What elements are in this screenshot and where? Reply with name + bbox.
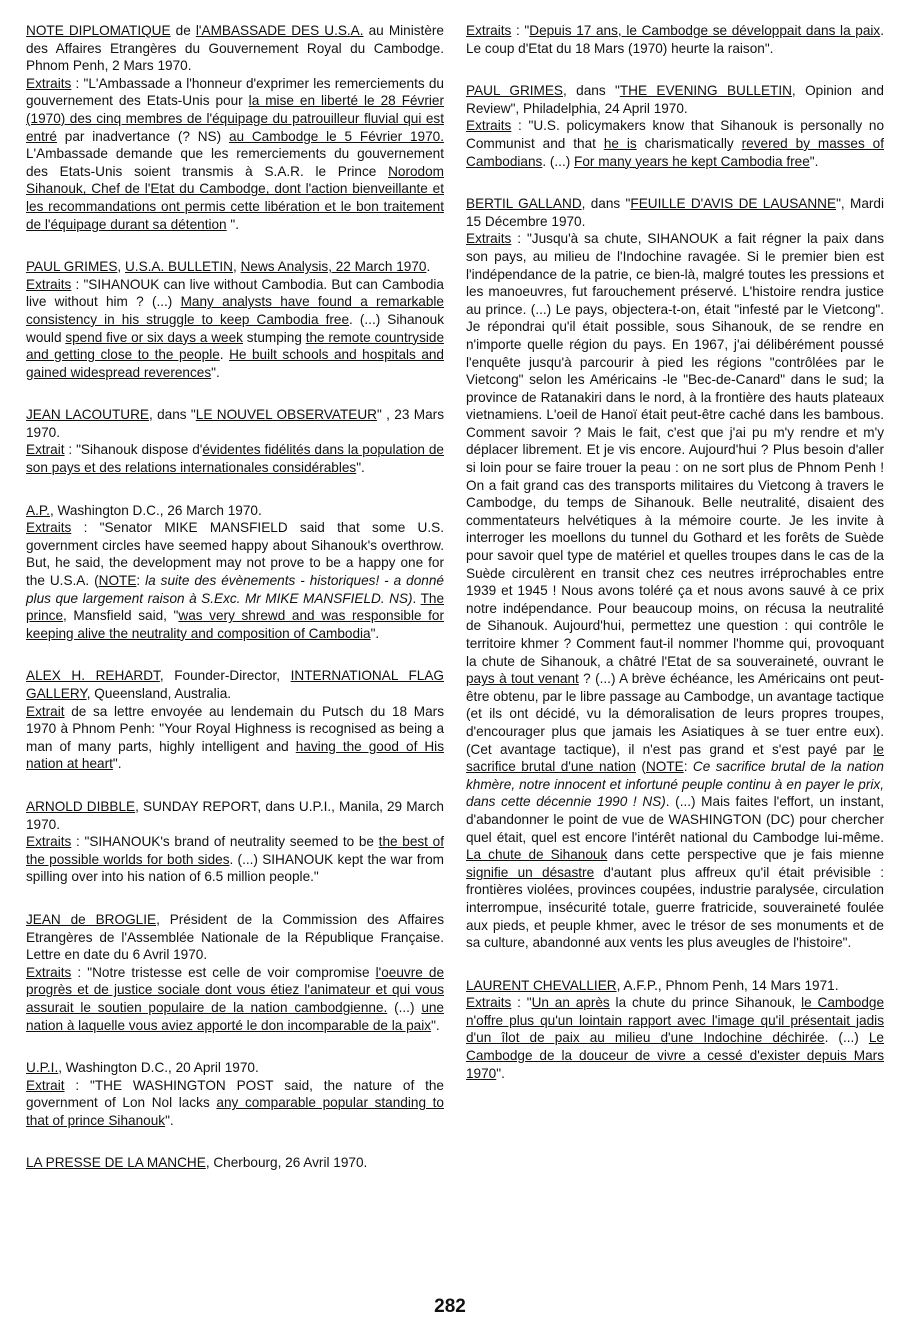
underlined-text: l'oeuvre de progrès et de justice sociale dont vous étiez l'animateur et qui vous assurait le soutien populaire de la nation cambodgienne.	[26, 964, 445, 1015]
underlined-text: THE EVENING BULLETIN	[619, 83, 792, 99]
citation-text	[26, 502, 444, 643]
underlined-text: Extraits	[466, 23, 512, 38]
text-run: , Mansfield said, "	[63, 608, 179, 624]
underlined-text: Norodom Sihanouk, Chef de l'Etat du Cambodge, dont l'action bienveillante et les recommandations ont permis cette libération et le bon traitement de l'équipage durant sa détention	[26, 163, 444, 232]
text-run: ? (...) A brève échéance, les Américains ont peut-être obtenu, par le libre passage au Cambodge, un avantage tactique (et ils ont décidé, vu la démoralisation de leurs propres troupes, d'encourager plus que jamais les Asiatiques à se tuer entre eux). (Cet avantage tactique), il n'est pas grand et s'est payé par	[466, 671, 884, 757]
underlined-text: having the good of His nation at heart	[26, 738, 444, 772]
citation-text	[26, 667, 444, 773]
text-run: au Ministère des Affaires Etrangères du Gouvernement Royal du Cambodge. Phnom Penh, 2 Mars 1970.	[26, 23, 444, 74]
underlined-text: Extraits	[466, 995, 512, 1011]
underlined-text: au Cambodge le 5 Février 1970.	[228, 128, 444, 144]
underlined-text: LA PRESSE DE LA MANCHE	[26, 1155, 206, 1171]
underlined-text: any comparable popular standing to that of prince Sihanouk	[26, 1095, 444, 1128]
underlined-text: évidentes fidélités dans la population de son pays et des relations internationales considérables	[26, 442, 444, 476]
text-run: par inadvertance (? NS)	[56, 128, 229, 144]
text-run: ", Mardi 15 Décembre 1970.	[466, 196, 884, 229]
text-run: , SUNDAY REPORT, dans U.P.I., Manila, 29 March 1970.	[26, 798, 444, 832]
text-run: : "Sihanouk dispose d'	[64, 442, 203, 458]
citation-entry	[26, 667, 444, 773]
italic-note-text: Ce sacrifice brutal de la nation khmère, notre innocent et infortuné peuple continu à en payer le prix, dans cette décennie 1990 ! NS)	[466, 759, 884, 810]
citation-entry	[26, 258, 444, 381]
text-run: . (...) Mais faites l'effort, un instant, d'abandonner le point de vue de WASHINGTON (DC) pour chercher quel était, quel est encore l'intérêt national du Cambodge lui-même.	[466, 794, 884, 845]
text-run: . (...)	[824, 1030, 869, 1046]
text-run: : "L'Ambassade a l'honneur d'exprimer les remerciements du gouvernement des Etats-Unis pour	[26, 75, 444, 109]
text-run: (...)	[387, 999, 422, 1015]
citation-text	[26, 258, 444, 381]
underlined-text: Un an après	[531, 995, 610, 1011]
text-run: stumping	[242, 329, 306, 345]
text-run: charismatically	[636, 135, 742, 151]
text-run: :	[683, 759, 693, 775]
underlined-text: Extraits	[26, 834, 72, 850]
underlined-text: NOTE	[645, 759, 684, 775]
citation-entry	[466, 22, 884, 57]
text-run: . (...) Sihanouk would	[26, 311, 444, 345]
underlined-text: A.P.	[26, 502, 50, 518]
underlined-text: Extraits	[26, 520, 72, 536]
underlined-text: For many years he kept Cambodia free	[574, 153, 810, 169]
underlined-text: U.S.A. BULLETIN	[124, 259, 233, 275]
underlined-text: the remote countryside and getting close to the people	[26, 329, 445, 363]
text-run: , A.F.P., Phnom Penh, 14 Mars 1971.	[616, 977, 839, 993]
italic-note-text: la suite des évènements - historiques! - a donné plus que largement raison à S.Exc. Mr MIKE MANSFIELD. NS)	[26, 573, 444, 606]
text-run: ".	[211, 364, 220, 380]
text-run: ".	[809, 153, 819, 169]
text-run: (	[636, 759, 646, 775]
underlined-text: BERTIL GALLAND	[466, 196, 582, 212]
text-run: .	[412, 590, 421, 606]
citation-entry	[26, 1059, 444, 1129]
citation-entry	[26, 22, 444, 233]
underlined-text: LE NOUVEL OBSERVATEUR	[195, 407, 377, 423]
text-run: dans cette perspective que je fais mienne	[607, 847, 885, 863]
citation-text	[26, 911, 444, 1034]
text-run: ,	[233, 259, 241, 275]
text-run: ,	[117, 259, 125, 275]
text-run: : "	[511, 23, 530, 38]
text-run: : "	[511, 995, 532, 1011]
text-run: , Président de la Commission des Affaires Etrangères de l'Assemblée Nationale de la République Française. Lettre en date du 6 Avril 1970.	[26, 911, 444, 963]
text-run: .	[426, 259, 431, 275]
text-run: :	[136, 573, 146, 589]
text-run: : "Senator MIKE MANSFIELD said that some U.S. government circles have seemed happy about Sihanouk's overthrow. But, he said, the development may not prove to be a happy one for the U.S.A. (	[26, 520, 444, 589]
underlined-text: Extrait	[26, 1077, 65, 1093]
text-run: : "U.S. policymakers know that Sihanouk is personally no Communist and that	[466, 118, 884, 151]
citation-entry	[26, 1154, 444, 1172]
text-run: " , 23 Mars 1970.	[26, 407, 444, 440]
text-run: , dans "	[563, 83, 620, 99]
underlined-text: revered by masses of Cambodians	[466, 135, 885, 169]
text-run: ".	[370, 625, 380, 641]
text-run: ".	[431, 1017, 440, 1033]
citation-text	[26, 1059, 444, 1129]
underlined-text: Extraits	[466, 118, 512, 134]
text-run: .	[219, 347, 230, 363]
underlined-text: Many analysts have found a remarkable consistency in his struggle to keep Cambodia free	[26, 294, 444, 327]
underlined-text: le Cambodge n'offre plus qu'un lointain rapport avec l'image qu'il présentait jadis d'un îlot de paix au milieu d'une Indochine déchirée	[466, 995, 885, 1046]
underlined-text: Extraits	[26, 75, 72, 91]
text-run: , Opinion and Review", Philadelphia, 24 April 1970.	[466, 83, 884, 116]
underlined-text: NOTE	[98, 573, 137, 589]
underlined-text: Le Cambodge de la douceur de vivre a cessé d'exister depuis Mars 1970	[466, 1030, 884, 1081]
text-run: la chute du prince Sihanouk,	[609, 995, 802, 1011]
right-column	[466, 22, 884, 1107]
citation-text	[466, 82, 884, 170]
underlined-text: l'AMBASSADE DES U.S.A.	[195, 23, 364, 38]
text-run: : "THE WASHINGTON POST said, the nature of the government of Lon Nol lacks	[26, 1077, 444, 1111]
text-run: , Washington D.C., 26 March 1970.	[49, 502, 262, 518]
underlined-text: he is	[603, 135, 637, 151]
citation-entry	[466, 977, 884, 1083]
text-run: : "Notre tristesse est celle de voir compromise	[71, 964, 376, 980]
text-run: ".	[112, 756, 122, 772]
page-number: 282	[434, 1296, 466, 1317]
text-run: : "Jusqu'à sa chute, SIHANOUK a fait régner la paix dans son pays, au milieu de l'Indochine ravagée. Si le premier bien est l'indépendance de la patrie, ce bien-là, malgré toutes les pressions et les manoeuvres, fut farouchement préservé. L'histoire rendra justice au prince. (...) Le pays, objectera-t-on, était "infesté par le Vietcong". Je répondrai qu'il était possible, sous Sihanouk, de se rendre en n'importe quelle région du pays. En 1967, j'ai délibérément poussé l'enquête jusqu'à parcourir à pied les régions "contrôlées par le Vietcong" selon les Américains -le "Bec-de-Canard" dans le sud; la province de Ratanakiri dans le nord, à la frontière des hauts plateaux vietnamiens. L'oeil de Hanoï était peut-être caché dans les bambous. Comment savoir ? Mais le fait, c'est que j'ai pu m'y rendre et m'y déplacer librement. Et je vis encore. Aujourd'hui ? Plus besoin d'aller si loin pour se faire trouer la peau : on ne sort plus de Phnom Penh ! On a fait grand cas des transports militaires du Vietcong à travers le Cambodge, du temps de Sihanouk. Belle neutralité, disaient des commentateurs helvétiques à la mémoire courte. Je les invite à interroger les moellons du tunnel du Gothard et les forêts de Suède pour savoir quel type de matériel et quelles troupes dans le cas de la Suède circulèrent en transit chez ces neutres irréprochables entre 1939 et 1945 ! Nous avons toléré ça et nous avons sauvé à ce prix notre indépendance. Pour beaucoup moins, on récusa la neutralité de Sihanouk. Aujourd'hui, permettez une question : qui contrôle le territoire khmer ? Comment faut-il nommer l'homme qui, provoquant la chute de Sihanouk, a châtré l'Etat de sa souveraineté, ouvrant le	[466, 231, 884, 669]
underlined-text: pays à tout venant	[466, 671, 579, 687]
underlined-text: Extraits	[26, 964, 72, 980]
citation-entry	[466, 82, 884, 170]
underlined-text: NOTE DIPLOMATIQUE	[26, 23, 171, 38]
citation-entry	[26, 798, 444, 886]
underlined-text: PAUL GRIMES	[26, 259, 118, 275]
underlined-text: Extraits	[466, 231, 512, 247]
citation-entry	[26, 502, 444, 643]
text-run: ".	[165, 1112, 174, 1128]
text-run: . Le coup d'Etat du 18 Mars (1970) heurte la raison".	[466, 23, 885, 56]
underlined-text: ARNOLD DIBBLE	[26, 798, 136, 814]
text-run: ".	[356, 460, 365, 476]
text-run: L'Ambassade demande que les remerciements du gouvernement des Etats-Unis soient transmis à S.A.R. le Prince	[26, 146, 444, 179]
underlined-text: Depuis 17 ans, le Cambodge se développait dans la paix	[529, 23, 881, 38]
text-run: : "SIHANOUK's brand of neutrality seemed to be	[71, 834, 379, 850]
underlined-text: the best of the possible worlds for both sides	[26, 834, 444, 867]
underlined-text: was very shrewd and was responsible for keeping alive the neutrality and composition of Cambodia	[26, 608, 445, 641]
underlined-text: signifie un désastre	[466, 864, 595, 880]
text-run: . (...) SIHANOUK kept the war from spilling over into his nation of 6.5 million people."	[26, 851, 444, 885]
text-run: , Queensland, Australia.	[86, 686, 232, 701]
underlined-text: JEAN LACOUTURE	[26, 407, 149, 423]
text-run: : "SIHANOUK can live without Cambodia. But can Cambodia live without him ? (...)	[26, 276, 444, 310]
text-run: , Founder-Director,	[159, 668, 291, 684]
citation-text	[26, 798, 444, 886]
underlined-text: une nation à laquelle vous aviez apporté le don incomparable de la paix	[26, 999, 444, 1033]
citation-text	[26, 406, 444, 476]
citation-text	[466, 195, 884, 952]
left-column	[26, 22, 444, 1197]
text-run: d'autant plus affreux qu'il était prévisible : frontières violées, provinces coupées, industrie paralysée, circulation interrompue, insécurité totale, guerre fratricide, souveraineté foulée aux pieds, et peuple khmer, avec le trésor de ses monuments et de sa culture, abandonné aux vents les plus aveugles de l'histoire".	[466, 864, 884, 951]
underlined-text: JEAN de BROGLIE	[26, 911, 157, 927]
citation-entry	[26, 406, 444, 476]
text-run: de	[170, 23, 196, 38]
citation-entry	[26, 911, 444, 1034]
underlined-text: FEUILLE D'AVIS DE LAUSANNE	[630, 196, 837, 212]
text-run: ".	[226, 216, 240, 232]
citation-text	[466, 977, 884, 1083]
underlined-text: U.P.I.	[26, 1060, 59, 1076]
underlined-text: ALEX H. REHARDT	[26, 668, 160, 684]
text-run: . (...)	[542, 153, 575, 169]
text-run: , Washington D.C., 20 April 1970.	[58, 1060, 259, 1076]
citation-text	[26, 1154, 444, 1172]
underlined-text: LAURENT CHEVALLIER	[466, 977, 617, 993]
underlined-text: spend five or six days a week	[65, 329, 243, 345]
citation-text	[466, 22, 884, 57]
underlined-text: Extrait	[26, 703, 65, 719]
underlined-text: La chute de Sihanouk	[466, 847, 608, 863]
text-run: , Cherbourg, 26 Avril 1970.	[205, 1155, 368, 1171]
text-run: , dans "	[148, 407, 196, 423]
underlined-text: le sacrifice brutal d'une nation	[466, 741, 884, 775]
text-run: , dans "	[581, 196, 631, 212]
underlined-text: Extraits	[26, 276, 72, 292]
underlined-text: He built schools and hospitals and gained widespread reverences	[26, 347, 444, 380]
text-run: de sa lettre envoyée au lendemain du Putsch du 18 Mars 1970 à Phnom Penh: "Your Royal Highness is recognised as being a man of many parts, highly intelligent and	[26, 703, 444, 754]
citation-entry	[466, 195, 884, 952]
citation-text	[26, 22, 444, 233]
underlined-text: la mise en liberté le 28 Février (1970) des cinq membres de l'équipage du patrouilleur fluvial qui est entré	[26, 93, 444, 144]
underlined-text: PAUL GRIMES	[466, 83, 563, 99]
underlined-text: Extrait	[26, 442, 65, 458]
underlined-text: News Analysis, 22 March 1970	[240, 259, 427, 275]
underlined-text: INTERNATIONAL FLAG GALLERY	[26, 668, 445, 701]
text-run: ".	[496, 1065, 505, 1081]
underlined-text: The prince	[26, 590, 445, 624]
